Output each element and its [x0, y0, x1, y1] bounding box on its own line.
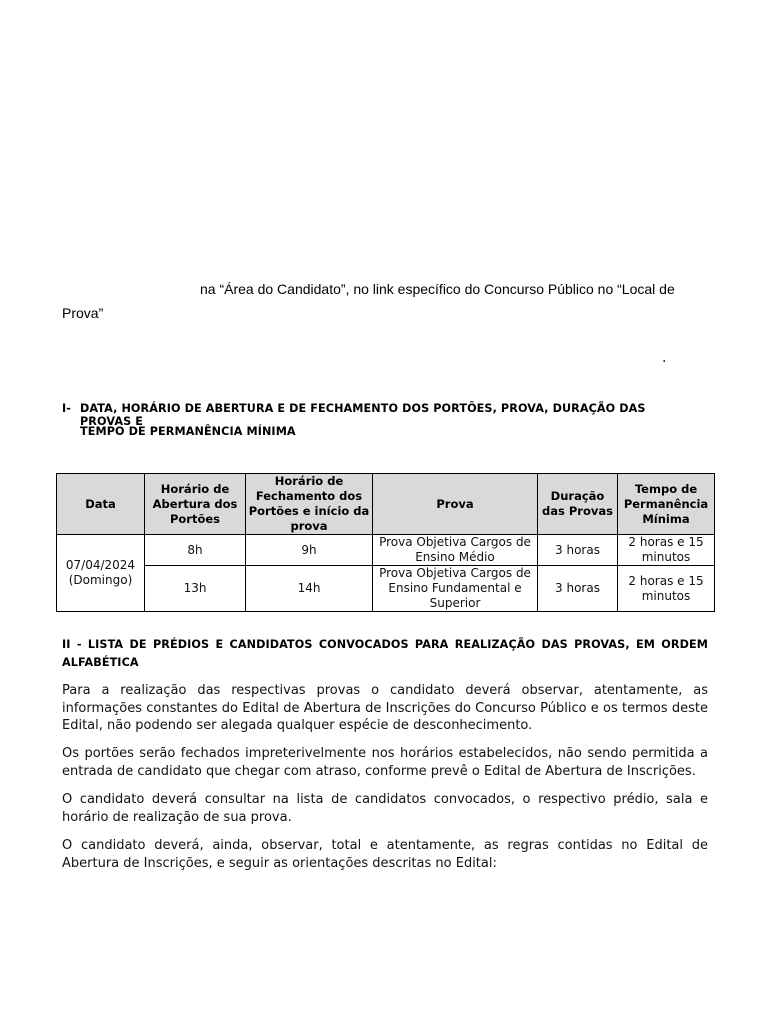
header-opening-time: Horário de Abertura dos Portões [145, 474, 246, 535]
min-time-cell: 2 horas e 15 minutos [618, 535, 715, 566]
exam-schedule-table [56, 473, 715, 612]
opening-cell: 8h [145, 535, 246, 566]
section1-number: I- [62, 402, 72, 415]
table-header-row [57, 474, 715, 535]
opening-cell: 13h [145, 566, 246, 612]
date-value: 07/04/2024 [65, 558, 136, 572]
date-cell [57, 535, 145, 612]
weekday-value: (Domingo) [68, 573, 133, 587]
table-row [57, 535, 715, 566]
header-duration: Duração das Provas [538, 474, 618, 535]
header-exam: Prova [373, 474, 538, 535]
duration-cell: 3 horas [538, 535, 618, 566]
exam-cell: Prova Objetiva Cargos de Ensino Fundamental e Superior [373, 566, 538, 612]
intro-text-line1: na “Área do Candidato”, no link específico do Concurso Público no “Local de [200, 281, 675, 297]
paragraph-gates-closing: Os portões serão fechados impreterivelmente nos horários estabelecidos, não sendo permitida a entrada de candidato que chegar com atraso, conforme prevê o Edital de Abertura de Inscrições. [62, 746, 708, 779]
trailing-dot: . [662, 350, 667, 366]
paragraph-observe-edital: Para a realização das respectivas provas o candidato deverá observar, atentamente, as informações constantes do Edital de Abertura de Inscrições do Concurso Público e os termos deste Edital, não podendo ser alegada qualquer espécie de desconhecimento. [62, 683, 708, 733]
exam-cell: Prova Objetiva Cargos de Ensino Médio [373, 535, 538, 566]
min-time-cell: 2 horas e 15 minutos [618, 566, 715, 612]
header-closing-time: Horário de Fechamento dos Portões e início da prova [246, 474, 373, 535]
closing-cell: 14h [246, 566, 373, 612]
closing-cell: 9h [246, 535, 373, 566]
table-row [57, 566, 715, 612]
header-min-time: Tempo de Permanência Mínima [618, 474, 715, 535]
paragraph-follow-rules: O candidato deverá, ainda, observar, total e atentamente, as regras contidas no Edital de Abertura de Inscrições, e seguir as orientações descritas no Edital: [62, 838, 708, 871]
intro-text-line2: Prova” [62, 305, 104, 321]
section1-title-line1: DATA, HORÁRIO DE ABERTURA E DE FECHAMENTO DOS PORTÕES, PROVA, DURAÇÃO DAS PROVAS E [80, 402, 646, 428]
section2-title: II - LISTA DE PRÉDIOS E CANDIDATOS CONVOCADOS PARA REALIZAÇÃO DAS PROVAS, EM ORDEM ALFABÉTICA [62, 638, 708, 669]
paragraph-check-list: O candidato deverá consultar na lista de candidatos convocados, o respectivo prédio, sala e horário de realização de sua prova. [62, 792, 708, 825]
header-date: Data [57, 474, 145, 535]
section1-title-line2: TEMPO DE PERMANÊNCIA MÍNIMA [80, 425, 296, 438]
duration-cell: 3 horas [538, 566, 618, 612]
